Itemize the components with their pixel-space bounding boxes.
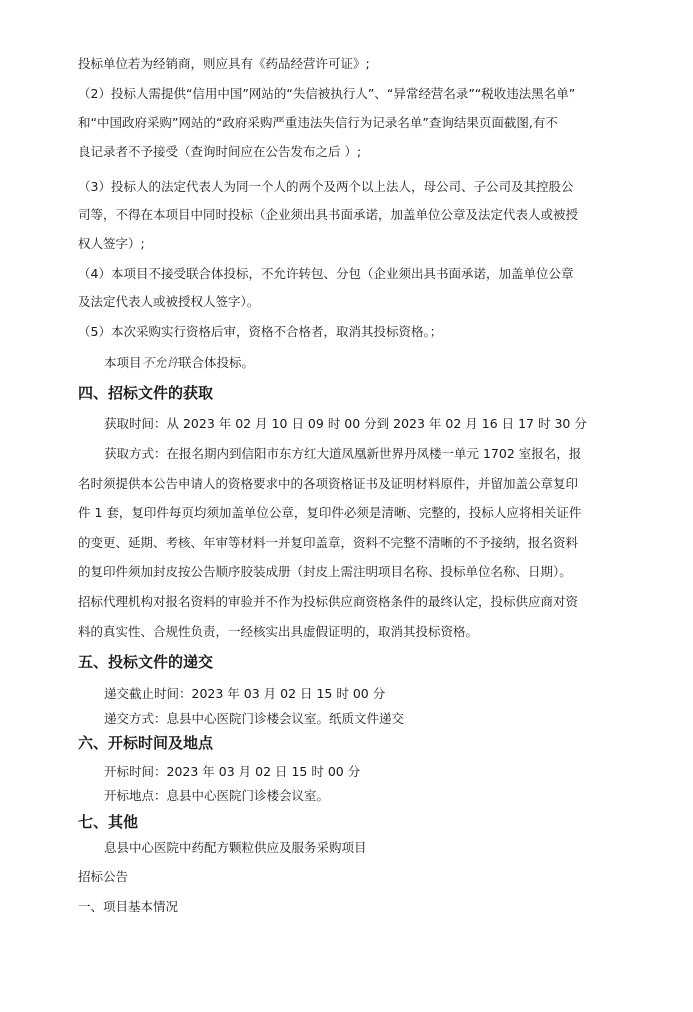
text-line: 招标代理机构对报名资料的审验并不作为投标供应商资格条件的最终认定，投标供应商对资 [78,594,579,609]
text-line: 及法定代表人或被授权人签字）。 [78,294,260,309]
text-line: 获取时间：从 2023 年 02 月 10 日 09 时 00 分到 2023 年 02 月 16 日 17 时 30 分 [104,416,587,431]
text-fragment-italic: 不允许 [141,355,180,370]
text-line: 司等，不得在本项目中同时投标（企业须出具书面承诺，加盖单位公章及法定代表人或被授 [78,207,579,222]
text-line: 息县中心医院中药配方颗粒供应及服务采购项目 [104,840,367,855]
text-line: 一、项目基本情况 [78,899,179,914]
text-line: 件 1 套，复印件每页均须加盖单位公章，复印件必须是清晰、完整的，投标人应将相关证件 [78,505,582,520]
section-heading: 五、投标文件的递交 [78,653,214,671]
text-fragment: 联合体投标。 [179,355,255,370]
text-line: 料的真实性、合规性负责，一经核实出具虚假证明的，取消其投标资格。 [78,624,479,639]
text-line: 招标公告 [78,869,129,884]
text-line: 权人签字）; [78,236,145,251]
text-line: 开标时间：2023 年 03 月 02 日 15 时 00 分 [104,764,361,779]
text-line: 开标地点：息县中心医院门诊楼会议室。 [104,788,330,803]
text-line: （4）本项目不接受联合体投标，不允许转包、分包（企业须出具书面承诺，加盖单位公章 [78,266,574,281]
text-line: 的复印件须加封皮按公告顺序胶装成册（封皮上需注明项目名称、投标单位名称、日期）。 [78,564,572,579]
text-line: （3）投标人的法定代表人为同一个人的两个及两个以上法人，母公司、子公司及其控股公 [78,179,574,194]
text-line [104,349,644,376]
text-line: 名时须提供本公告申请人的资格要求中的各项资格证书及证明材料原件，并留加盖公章复印 [78,476,579,491]
text-line: 良记录者不予接受（查询时间应在公告发布之后 ）; [78,144,362,159]
text-line: （2）投标人需提供“信用中国”网站的“失信被执行人”、“异常经营名录”“税收违法黑名单” [78,86,576,101]
section-heading: 四、招标文件的获取 [78,384,214,402]
section-heading: 六、开标时间及地点 [78,734,214,752]
text-line: 投标单位若为经销商，则应具有《药品经营许可证》; [78,56,370,71]
section-heading: 七、其他 [78,813,139,831]
text-fragment: 本项目 [104,355,142,370]
text-line: 递交截止时间：2023 年 03 月 02 日 15 时 00 分 [104,686,386,701]
text-line: 的变更、延期、考核、年审等材料一并复印盖章，资料不完整不清晰的不予接纳，报名资料 [78,535,579,550]
text-line: 获取方式：在报名期内到信阳市东方红大道凤凰新世界丹凤楼一单元 1702 室报名，报 [104,446,582,461]
text-line: （5）本次采购实行资格后审，资格不合格者，取消其投标资格。； [78,324,443,339]
text-line: 递交方式：息县中心医院门诊楼会议室。纸质文件递交 [104,711,405,726]
text-line: 和“中国政府采购”网站的“政府采购严重违法失信行为记录名单”查询结果页面截图,有不 [78,115,558,130]
